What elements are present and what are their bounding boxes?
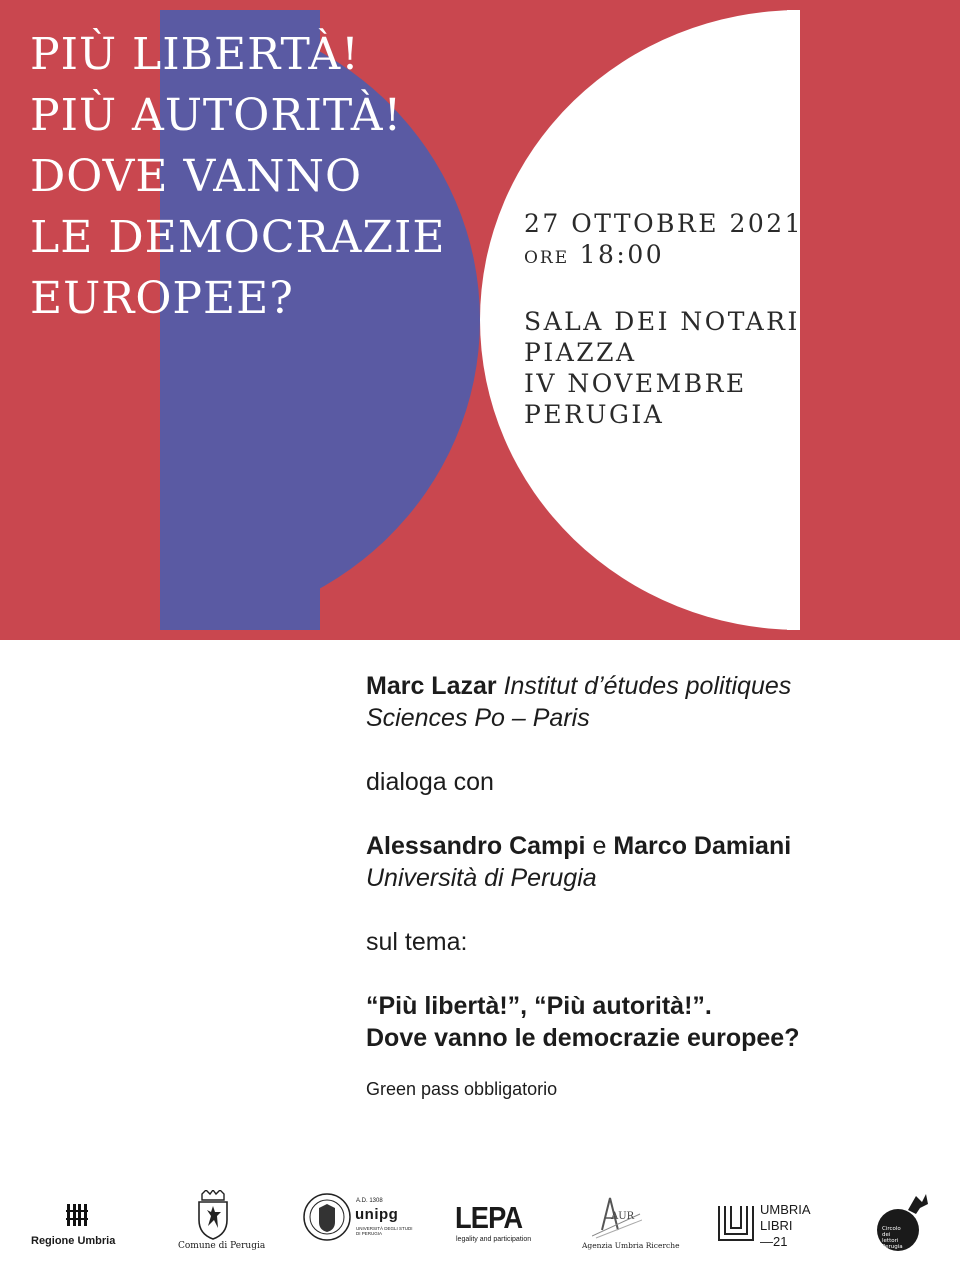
lepa-label: LEPA <box>455 1200 523 1235</box>
headline-line: EUROPEE? <box>30 273 294 324</box>
unipg-seal-icon <box>302 1192 352 1242</box>
umbria-libri-line: LIBRI <box>760 1218 793 1233</box>
time-prefix: ORE <box>524 248 570 268</box>
speaker-line <box>366 670 946 702</box>
theme-text: Dove vanno le democrazie europee? <box>366 1024 800 1052</box>
spacer <box>366 894 946 926</box>
spacer <box>366 798 946 830</box>
comune-perugia-label: Comune di Perugia <box>178 1241 266 1251</box>
venue-line: IV NOVEMBRE <box>524 369 747 398</box>
spacer <box>524 274 803 306</box>
spacer <box>366 958 946 990</box>
event-date: 27 OTTOBRE 2021 <box>524 209 804 238</box>
umbria-libri-line: —21 <box>760 1234 788 1249</box>
unipg-sublabel: UNIVERSITÀ DEGLI STUDI DI PERUGIA <box>356 1226 413 1236</box>
theme-label: sul tema: <box>366 928 468 956</box>
spacer <box>366 734 946 766</box>
guests-affiliation-line <box>366 862 946 894</box>
svg-text:dei: dei <box>882 1232 891 1238</box>
lepa-logo <box>455 1180 535 1260</box>
dialoga-text: dialoga con <box>366 768 494 796</box>
regione-umbria-icon <box>66 1202 88 1228</box>
theme-text: “Più libertà!”, “Più autorità!”. <box>366 992 712 1020</box>
red-right-bar <box>800 10 960 630</box>
guest-name: Marco Damiani <box>613 832 792 860</box>
unipg-label: unipg <box>355 1206 399 1223</box>
venue-line: PERUGIA <box>524 400 665 429</box>
sponsor-logos <box>0 1180 960 1260</box>
comune-perugia-logo <box>172 1180 266 1260</box>
conjunction: e <box>592 832 607 860</box>
regione-umbria-logo <box>28 1180 128 1260</box>
speaker-affiliation-2: Sciences Po – Paris <box>366 704 590 732</box>
aur-logo <box>578 1180 680 1260</box>
event-info <box>524 208 803 430</box>
circolo-lettori-logo <box>870 1180 940 1260</box>
guests-affiliation: Università di Perugia <box>366 864 597 892</box>
speaker-name: Marc Lazar <box>366 672 497 700</box>
headline-line: DOVE VANNO <box>30 151 363 202</box>
aur-label: Agenzia Umbria Ricerche <box>582 1241 680 1250</box>
headline-line: PIÙ AUTORITÀ! <box>30 90 403 141</box>
venue-line: SALA DEI NOTARI <box>524 307 800 336</box>
guest-name: Alessandro Campi <box>366 832 586 860</box>
green-pass-note: Green pass obbligatorio <box>366 1079 558 1099</box>
event-headline <box>30 24 446 329</box>
theme-line <box>366 990 946 1022</box>
headline-line: PIÙ LIBERTÀ! <box>30 29 360 80</box>
aur-letters: AUR <box>611 1211 635 1222</box>
theme-line <box>366 1022 946 1054</box>
circolo-lettori-icon <box>872 1190 932 1254</box>
umbria-libri-logo <box>716 1180 826 1260</box>
headline-line: LE DEMOCRAZIE <box>30 212 446 263</box>
umbria-libri-icon <box>716 1204 756 1244</box>
unipg-logo <box>300 1180 420 1260</box>
speaker-affiliation-line <box>366 702 946 734</box>
guests-line <box>366 830 946 862</box>
lepa-sublabel: legality and participation <box>456 1236 532 1243</box>
event-details <box>366 670 946 1100</box>
regione-umbria-label: Regione Umbria <box>31 1235 116 1247</box>
umbria-libri-line: UMBRIA <box>760 1202 811 1217</box>
venue-line: PIAZZA <box>524 338 637 367</box>
event-time: 18:00 <box>579 240 665 269</box>
svg-text:Perugia: Perugia <box>882 1244 903 1250</box>
svg-text:lettori: lettori <box>882 1238 899 1244</box>
unipg-year: A.D. 1308 <box>356 1198 383 1204</box>
speaker-affiliation: Institut d’études politiques <box>503 672 792 700</box>
comune-crest-icon <box>196 1190 230 1240</box>
svg-text:Circolo: Circolo <box>882 1226 901 1232</box>
event-time-row <box>524 239 803 274</box>
